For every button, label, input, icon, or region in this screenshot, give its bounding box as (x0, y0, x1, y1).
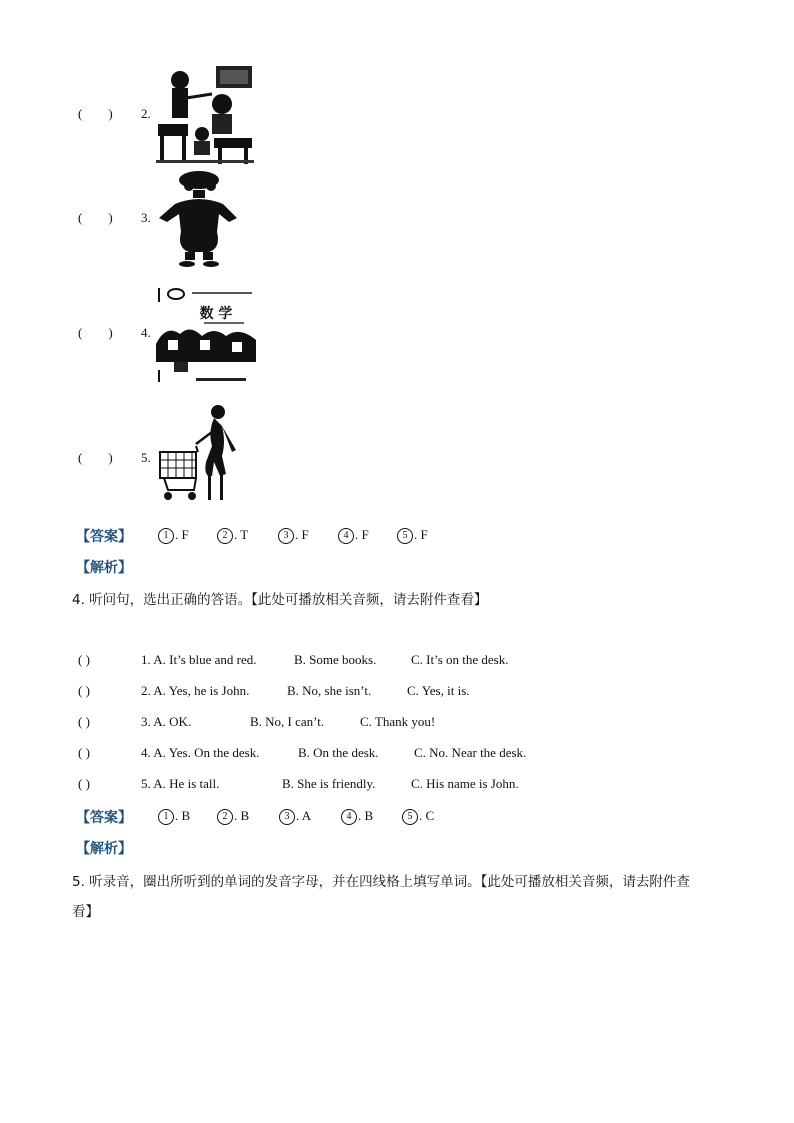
option-a: 4. A. Yes. On the desk. (141, 745, 260, 760)
answer-blank: ( ) (78, 745, 90, 760)
option-b: B. She is friendly. (282, 776, 376, 791)
answer-line (76, 526, 132, 546)
answer-label: 【答案】 (76, 529, 132, 545)
answer-blank: ( ) (78, 652, 90, 667)
option-c: C. It’s on the desk. (411, 652, 509, 667)
answer-item: 1 . B (158, 808, 190, 825)
answer-item: 1 . F (158, 527, 189, 544)
option-c: C. Thank you! (360, 714, 436, 729)
answer-blank: ( ) (78, 776, 90, 791)
answer-item: 3 . A (279, 808, 311, 825)
answer-item: 2 . T (217, 527, 248, 544)
answer-blank: ( ) (78, 210, 113, 225)
book-title: 数 学 (199, 306, 233, 322)
item-number: 5. (141, 450, 151, 465)
option-a: 5. A. He is tall. (141, 776, 220, 791)
answer-item: 5 . C (402, 808, 434, 825)
answer-label: 【答案】 (76, 810, 132, 826)
answer-blank: ( ) (78, 325, 113, 340)
item-number: 4. (141, 325, 151, 340)
analysis-line (76, 557, 132, 577)
answer-item: 2 . B (217, 808, 249, 825)
classroom-picture-icon (156, 64, 254, 166)
math-book-picture-icon (156, 284, 262, 384)
analysis-line (76, 838, 132, 858)
answer-blank: ( ) (78, 450, 113, 465)
section-heading: 5. 听录音，圈出所听到的单词的发音字母，并在四线格上填写单词。【此处可播放相关音频，请去附件查 (72, 874, 690, 890)
option-c: C. Yes, it is. (407, 683, 470, 698)
option-a: 1. A. It’s blue and red. (141, 652, 257, 667)
answer-line (76, 807, 132, 827)
answer-blank: ( ) (78, 714, 90, 729)
option-a: 3. A. OK. (141, 714, 192, 729)
section-heading-continued: 看】 (72, 904, 99, 920)
answer-item: 5 . F (397, 527, 428, 544)
answer-blank: ( ) (78, 683, 90, 698)
option-b: B. No, she isn’t. (287, 683, 372, 698)
option-b: B. On the desk. (298, 745, 379, 760)
answer-item: 3 . F (278, 527, 309, 544)
option-c: C. No. Near the desk. (414, 745, 527, 760)
answer-blank: ( ) (78, 106, 113, 121)
answer-item: 4 . F (338, 527, 369, 544)
shopping-woman-picture-icon (156, 402, 244, 504)
answer-item: 4 . B (341, 808, 373, 825)
doll-picture-icon (155, 170, 243, 268)
analysis-label: 【解析】 (76, 841, 132, 857)
option-a: 2. A. Yes, he is John. (141, 683, 250, 698)
item-number: 2. (141, 106, 151, 121)
section-heading: 4. 听问句，选出正确的答语。【此处可播放相关音频，请去附件查看】 (72, 592, 488, 608)
item-number: 3. (141, 210, 151, 225)
option-b: B. No, I can’t. (250, 714, 325, 729)
option-c: C. His name is John. (411, 776, 519, 791)
option-b: B. Some books. (294, 652, 377, 667)
analysis-label: 【解析】 (76, 560, 132, 576)
